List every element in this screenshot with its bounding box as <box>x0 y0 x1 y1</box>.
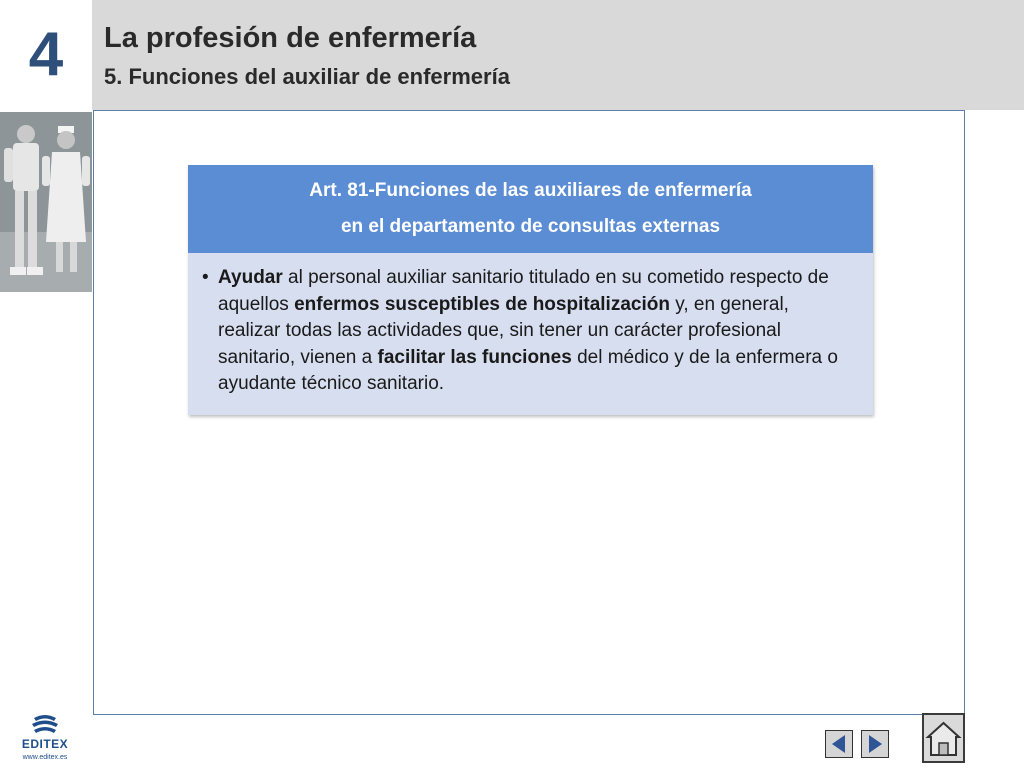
article-body <box>188 253 873 415</box>
home-icon <box>924 715 963 761</box>
text-segment-bold: enfermos susceptibles de hospitalización <box>294 293 670 315</box>
article-header <box>188 165 873 253</box>
page-title: La profesión de enfermería <box>104 22 477 54</box>
article-header-line2: en el departamento de consultas externas <box>340 216 721 237</box>
previous-arrow-icon <box>826 731 852 757</box>
bullet-text <box>218 265 855 398</box>
text-segment: al personal auxiliar sanitario titulado en su cometido respecto de aquellos <box>218 267 829 315</box>
nurses-photo <box>0 112 92 292</box>
logo-url: www.editex.es <box>22 754 68 761</box>
article-box <box>188 165 873 415</box>
text-segment-bold: Ayudar <box>218 267 283 288</box>
nurses-photo-illustration <box>0 112 92 292</box>
header-band <box>92 0 1024 110</box>
previous-button[interactable] <box>825 730 853 758</box>
text-segment-bold: facilitar las funciones <box>377 346 572 368</box>
text-segment: y, en general, realizar todas las actividades que, sin tener un carácter profesional sanitario, vienen a <box>218 293 789 368</box>
home-button[interactable] <box>922 713 965 763</box>
chapter-box <box>0 0 92 110</box>
editex-logo-icon <box>14 712 76 738</box>
bullet-marker: • <box>202 267 209 288</box>
logo-text: EDITEX <box>21 737 69 751</box>
chapter-number: 4 <box>28 20 64 89</box>
text-segment: del médico y de la enfermera o ayudante técnico sanitario. <box>218 346 838 394</box>
next-arrow-icon <box>862 731 888 757</box>
page-subtitle: 5. Funciones del auxiliar de enfermería <box>104 64 510 89</box>
bullet-item <box>202 265 855 398</box>
next-button[interactable] <box>861 730 889 758</box>
article-header-line1: Art. 81-Funciones de las auxiliares de enfermería <box>309 180 752 201</box>
editex-logo <box>14 712 76 764</box>
